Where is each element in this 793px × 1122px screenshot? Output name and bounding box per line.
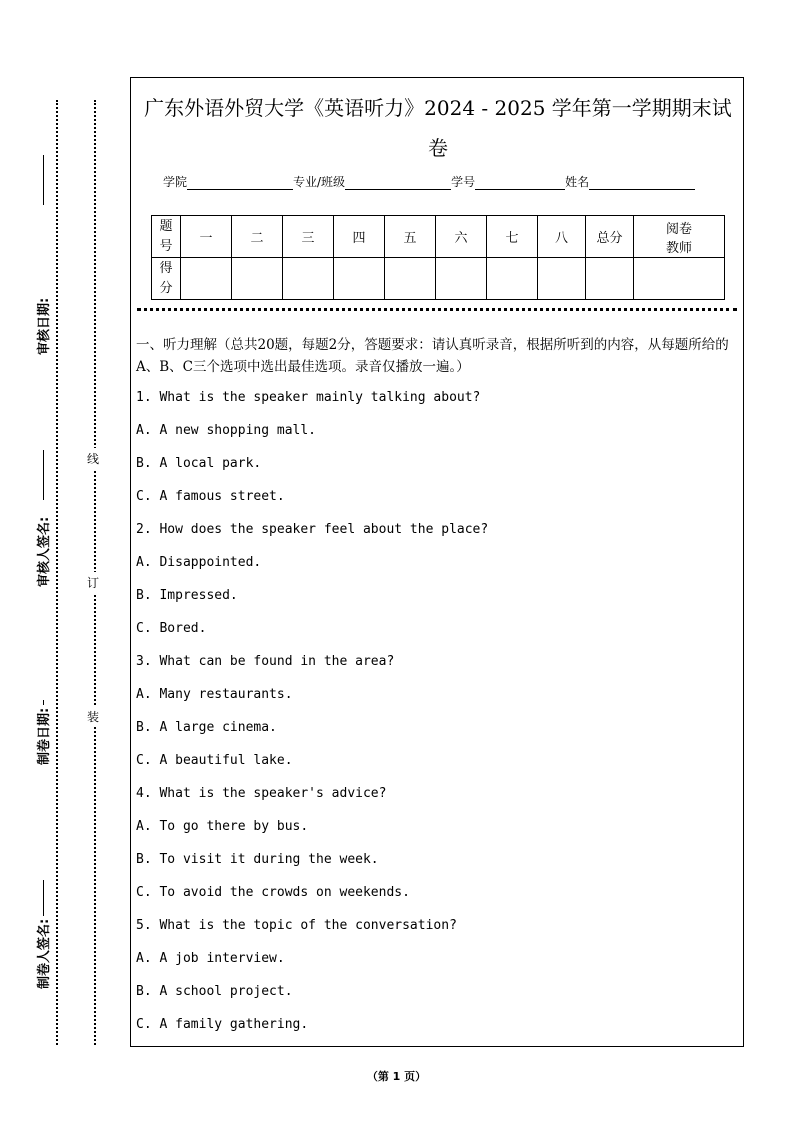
- col-header: 二: [232, 216, 283, 258]
- college-label: 学院: [163, 175, 188, 189]
- question-stem: 4. What is the speaker's advice?: [136, 786, 387, 801]
- review-date-blank: [43, 155, 44, 205]
- answer-option: C. A famous street.: [136, 489, 285, 504]
- student-id-field[interactable]: [475, 175, 565, 190]
- score-cell[interactable]: [538, 258, 586, 300]
- answer-option: B. A large cinema.: [136, 720, 277, 735]
- exam-title-line2: 卷: [428, 136, 448, 160]
- question-number-header: 题号: [152, 216, 181, 258]
- exam-frame: [130, 77, 744, 1047]
- score-cell[interactable]: [232, 258, 283, 300]
- section-divider: [137, 308, 737, 311]
- answer-option: B. A local park.: [136, 456, 262, 471]
- question-stem: 5. What is the topic of the conversation?: [136, 918, 457, 933]
- section1-instructions: 一、听力理解（总共20题，每题2分，答题要求：请认真听录音，根据所听到的内容，从每题所给的A、B、C三个选项中选出最佳选项。录音仅播放一遍。）: [136, 337, 729, 375]
- total-score-header: 总分: [586, 216, 634, 258]
- preparer-sign-label: 制卷人签名:: [33, 916, 52, 992]
- reviewer-sign-label: 审核人签名:: [33, 514, 52, 590]
- prep-date-label: 制卷日期:: [33, 705, 52, 768]
- student-info-row: [163, 173, 695, 190]
- score-cell[interactable]: [436, 258, 487, 300]
- answer-option: A. Disappointed.: [136, 555, 262, 570]
- col-header: 三: [283, 216, 334, 258]
- score-row-header: 得分: [152, 258, 181, 300]
- answer-option: B. Impressed.: [136, 588, 238, 603]
- col-header: 五: [385, 216, 436, 258]
- answer-option: A. Many restaurants.: [136, 687, 293, 702]
- score-cell[interactable]: [283, 258, 334, 300]
- grader-header: [634, 216, 725, 258]
- reviewer-sign-blank: [43, 450, 44, 500]
- answer-option: A. A new shopping mall.: [136, 423, 317, 438]
- col-header: 六: [436, 216, 487, 258]
- score-table: [151, 215, 725, 300]
- question-stem: 1. What is the speaker mainly talking about?: [136, 390, 481, 405]
- answer-option: A. A job interview.: [136, 951, 285, 966]
- binding-margin: [0, 0, 128, 1122]
- col-header: 一: [181, 216, 232, 258]
- student-id-label: 学号: [451, 175, 476, 189]
- binding-bind-char: 装: [87, 706, 99, 727]
- score-cell[interactable]: [487, 258, 538, 300]
- col-header: 七: [487, 216, 538, 258]
- answer-option: C. Bored.: [136, 621, 207, 636]
- question-area: [136, 334, 744, 1048]
- name-label: 姓名: [565, 175, 590, 189]
- answer-option: A. To go there by bus.: [136, 819, 309, 834]
- score-cell[interactable]: [181, 258, 232, 300]
- answer-option: B. A school project.: [136, 984, 293, 999]
- score-cell[interactable]: [385, 258, 436, 300]
- binding-order-char: 订: [87, 572, 99, 593]
- answer-option: C. A beautiful lake.: [136, 753, 293, 768]
- review-date-label: 审核日期:: [33, 295, 52, 358]
- grader-sign-cell[interactable]: [634, 258, 725, 300]
- binding-line-char: 线: [87, 448, 99, 469]
- college-field[interactable]: [187, 175, 293, 190]
- score-cell[interactable]: [334, 258, 385, 300]
- binding-outer-dotted-line: [56, 100, 58, 1045]
- major-class-label: 专业/班级: [293, 175, 346, 189]
- score-table-score-row: [152, 258, 725, 300]
- col-header: 四: [334, 216, 385, 258]
- question-stem: 2. How does the speaker feel about the place?: [136, 522, 489, 537]
- score-table-header-row: [152, 216, 725, 258]
- answer-option: C. To avoid the crowds on weekends.: [136, 885, 410, 900]
- col-header: 八: [538, 216, 586, 258]
- exam-title-line1: 广东外语外贸大学《英语听力》2024 - 2025 学年第一学期期末试: [144, 96, 732, 120]
- major-class-field[interactable]: [345, 175, 451, 190]
- exam-title: [131, 88, 745, 168]
- grader-label-line2: 教师: [665, 240, 692, 256]
- question-stem: 3. What can be found in the area?: [136, 654, 395, 669]
- page-number: （第 1 页）: [366, 1070, 427, 1083]
- answer-option: B. To visit it during the week.: [136, 852, 379, 867]
- total-score-cell[interactable]: [586, 258, 634, 300]
- answer-option: C. A family gathering.: [136, 1017, 309, 1032]
- name-field[interactable]: [589, 175, 695, 190]
- grader-label-line1: 阅卷: [665, 221, 692, 237]
